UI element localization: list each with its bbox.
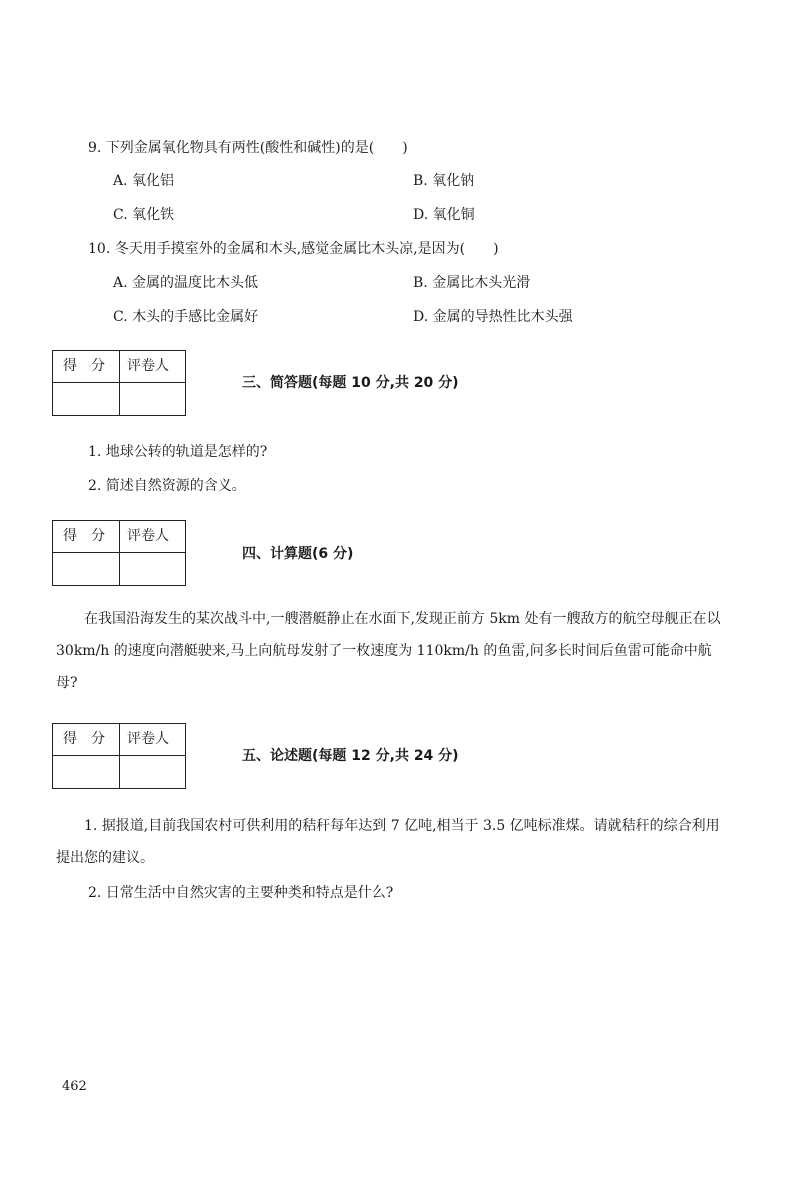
section5-title: 五、论述题(每题 12 分,共 24 分) [242,748,459,764]
score-box-section3 [52,350,186,416]
section4-title: 四、计算题(6 分) [242,546,354,562]
section3-item-1: 1. 地球公转的轨道是怎样的? [88,444,268,460]
score-box-divider [53,552,185,553]
q10-option-d: D. 金属的导热性比木头强 [413,309,573,325]
section5-item-2: 2. 日常生活中自然灾害的主要种类和特点是什么? [88,885,394,901]
score-box-divider [119,521,120,585]
score-label: 得 分 [63,528,105,544]
section3-item-2: 2. 简述自然资源的含义。 [88,478,246,494]
grader-label: 评卷人 [127,528,169,544]
q9-option-d: D. 氧化铜 [413,207,475,223]
section3-title: 三、简答题(每题 10 分,共 20 分) [242,375,459,391]
q9-stem: 9. 下列金属氧化物具有两性(酸性和碱性)的是( ) [88,140,408,156]
score-box-divider [53,382,185,383]
grader-label: 评卷人 [127,358,169,374]
score-box-divider [53,755,185,756]
section4-problem-text: 在我国沿海发生的某次战斗中,一艘潜艇静止在水面下,发现正前方 5km 处有一艘敌方的航空母舰正在以 30km/h 的速度向潜艇驶来,马上向航母发射了一枚速度为 110km/h 的鱼雷,问多长时间后鱼雷可能命中航母? [56,611,721,691]
score-label: 得 分 [63,358,105,374]
score-box-divider [119,351,120,415]
section5-item-1: 1. 据报道,目前我国农村可供利用的秸秆每年达到 7 亿吨,相当于 3.5 亿吨标准煤。请就秸秆的综合利用提出您的建议。 [56,818,720,866]
page-number: 462 [62,1079,87,1094]
score-box-section4 [52,520,186,586]
q10-option-c: C. 木头的手感比金属好 [113,309,259,325]
q10-stem: 10. 冬天用手摸室外的金属和木头,感觉金属比木头凉,是因为( ) [88,241,499,257]
grader-label: 评卷人 [127,731,169,747]
q9-option-b: B. 氧化钠 [413,173,475,189]
q9-option-c: C. 氧化铁 [113,207,175,223]
q10-option-b: B. 金属比木头光滑 [413,275,531,291]
score-box-section5 [52,723,186,789]
q9-option-a: A. 氧化铝 [113,173,175,189]
score-box-divider [119,724,120,788]
q10-option-a: A. 金属的温度比木头低 [113,275,259,291]
score-label: 得 分 [63,731,105,747]
